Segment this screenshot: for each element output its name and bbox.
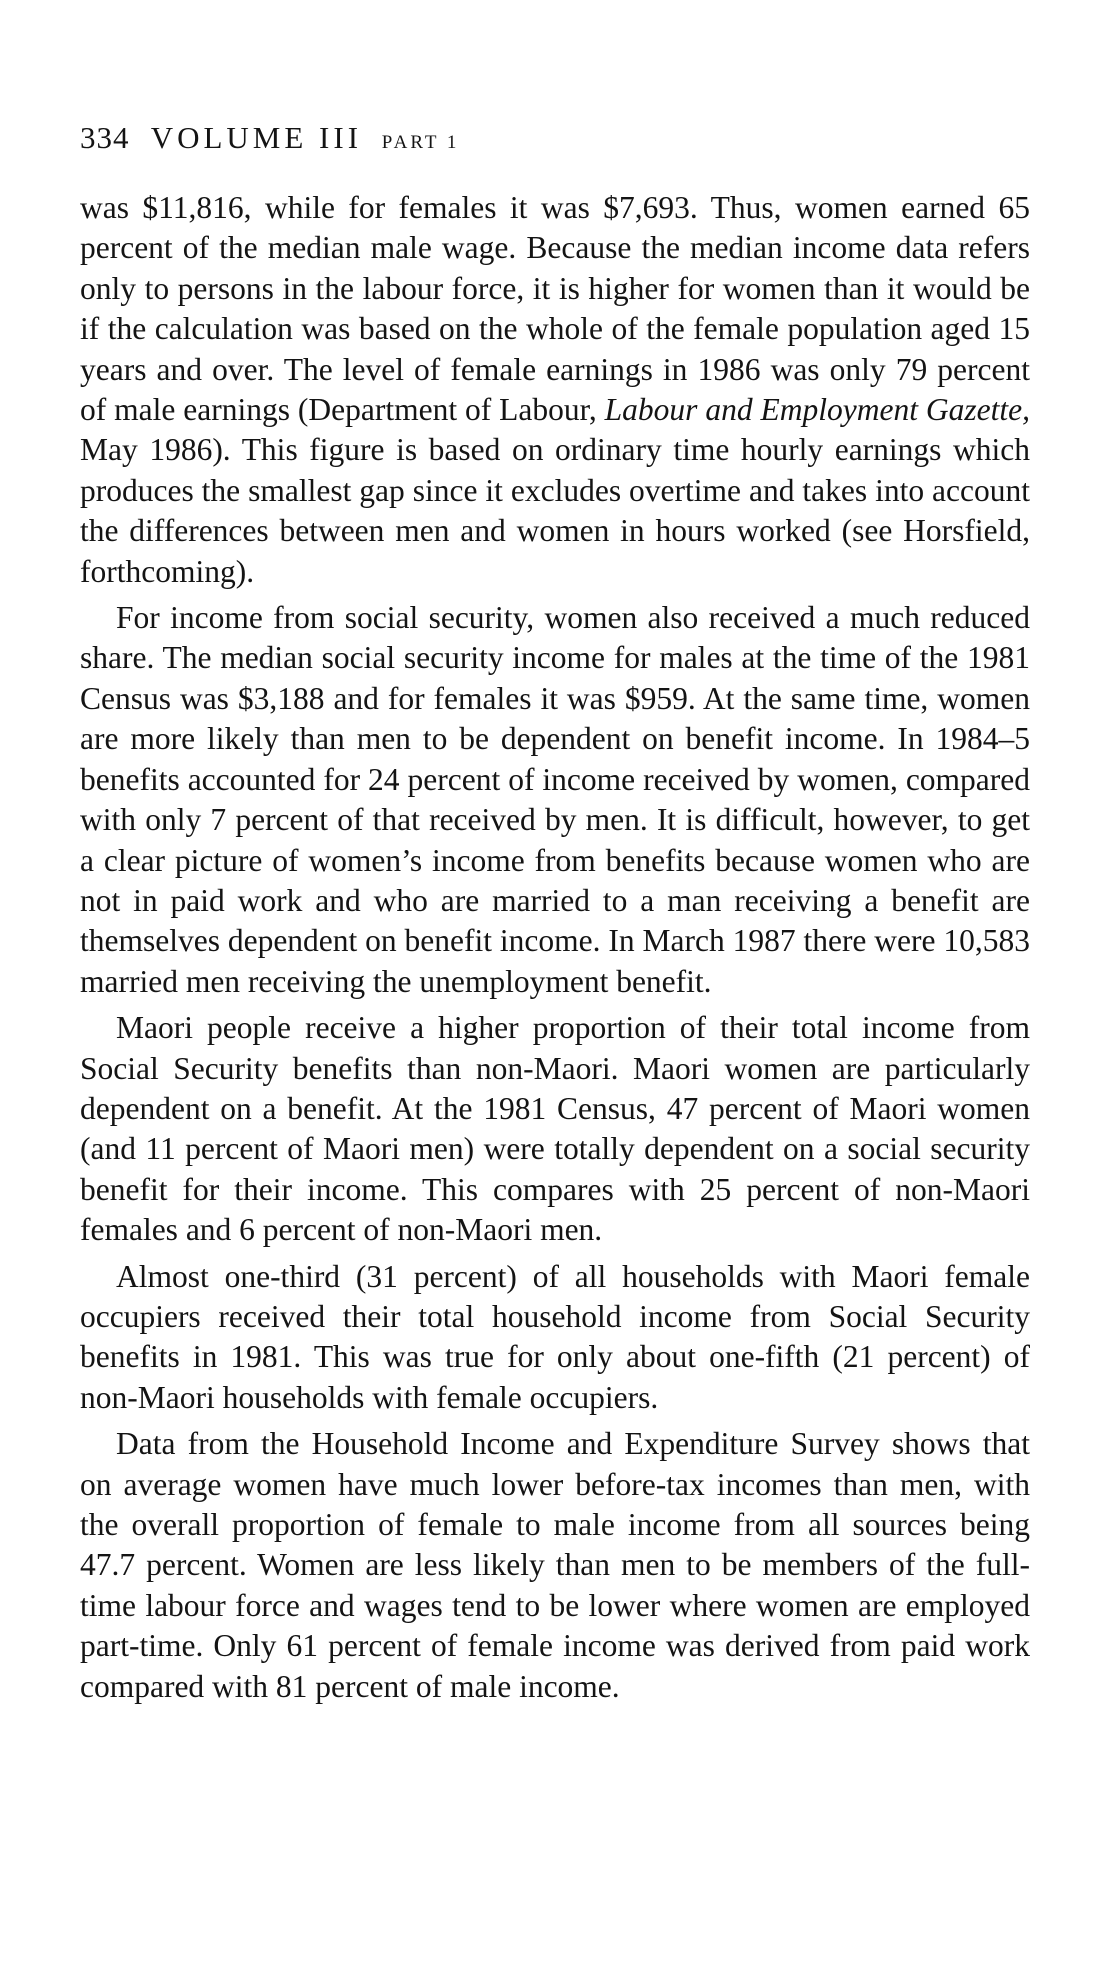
paragraph-text: Almost one-third (31 percent) of all households with Maori female occupiers received their total household income from Social Security benefits in 1981. This was true for only about one-fifth (21 percent) of non-Maori households with female occupiers.: [80, 1258, 1030, 1415]
paragraph-3: [80, 1008, 1030, 1250]
part-label: PART 1: [381, 132, 460, 153]
page-number: 334: [80, 120, 130, 155]
paragraph-text: Maori people receive a higher proportion of their total income from Social Security benefits than non-Maori. Maori women are particularly dependent on a benefit. At the 1981 Census, 47 percent of Maori women (and 11 percent of Maori men) were totally dependent on a social security benefit for their income. This compares with 25 percent of non-Maori females and 6 percent of non-Maori men.: [80, 1010, 1030, 1248]
paragraph-4: [80, 1257, 1030, 1419]
publication-title: Labour and Employment Gazette,: [604, 392, 1030, 428]
paragraph-text: For income from social security, women also received a much reduced share. The median social security income for males at the time of the 1981 Census was $3,188 and for females it was $959. At the same time, women are more likely than men to be dependent on benefit income. In 1984–5 benefits accounted for 24 percent of income received by women, compared with only 7 percent of that received by men. It is difficult, however, to get a clear picture of women’s income from benefits because women who are not in paid work and who are married to a man receiving a benefit are themselves dependent on benefit income. In March 1987 there were 10,583 married men receiving the unemployment benefit.: [80, 600, 1030, 999]
paragraph-2: [80, 598, 1030, 1002]
paragraph-text: was $11,816, while for females it was $7,693. Thus, women earned 65 percent of the median male wage. Because the median income data refers only to persons in the labour force, it is higher for women than it would be if the calculation was based on the whole of the female population aged 15 years and over. The level of female earnings in 1986 was only 79 percent of male earnings (Department of Labour,: [80, 190, 1030, 428]
paragraph-text: Data from the Household Income and Expenditure Survey shows that on average women have much lower before-tax incomes than men, with the overall proportion of female to male income from all sources being 47.7 percent. Women are less likely than men to be members of the full-time labour force and wages tend to be lower where women are employed part-time. Only 61 percent of female income was derived from paid work compared with 81 percent of male income.: [80, 1426, 1030, 1704]
paragraph-text: May 1986). This figure is based on ordinary time hourly earnings which produces the smallest gap since it excludes overtime and takes into account the differences between men and women in hours worked (see Horsfield, forthcoming).: [80, 432, 1030, 589]
paragraph-5: [80, 1424, 1030, 1707]
paragraph-1: [80, 188, 1030, 592]
body-text: [80, 188, 1030, 1713]
volume-label: VOLUME III: [150, 120, 363, 155]
running-head: [80, 122, 459, 153]
